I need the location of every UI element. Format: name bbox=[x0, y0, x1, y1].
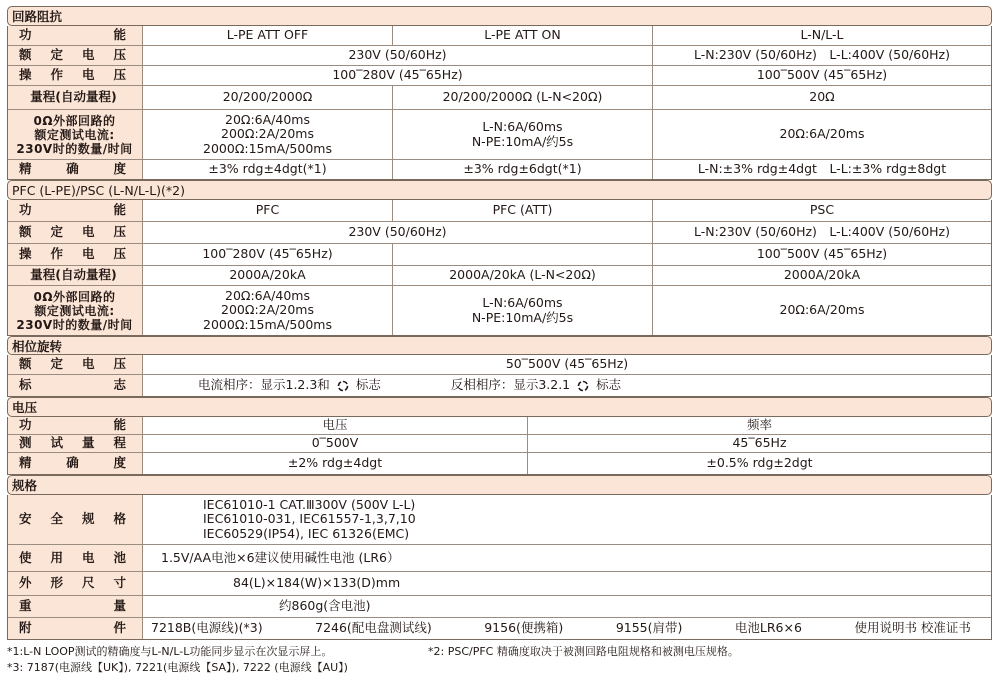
loop-test-current-att-on: L-N:6A/60ms N-PE:10mA/约5s bbox=[392, 110, 652, 160]
loop-accuracy-att-off: ±3% rdg±4dgt(*1) bbox=[142, 160, 392, 180]
loop-rated-voltage-ln: L-N:230V (50/60Hz) L-L:400V (50/60Hz) bbox=[652, 46, 992, 66]
accessory-item: 9156(便携箱) bbox=[484, 620, 564, 636]
label-accuracy: 精确度 bbox=[7, 453, 142, 475]
table-border-loop bbox=[7, 26, 992, 180]
spec-weight: 约860g(含电池) bbox=[142, 596, 992, 618]
section-voltage: 电压 bbox=[7, 397, 992, 417]
loop-function-ln-ll: L-N/L-L bbox=[652, 26, 992, 46]
label-dimensions: 外形尺寸 bbox=[7, 572, 142, 596]
table-border-voltage bbox=[7, 417, 992, 475]
label-rated-voltage: 额定电压 bbox=[7, 222, 142, 244]
table-border-pfc bbox=[7, 200, 992, 336]
spec-dimensions: 84(L)×184(W)×133(D)mm bbox=[142, 572, 992, 596]
pfc-rated-voltage-psc: L-N:230V (50/60Hz) L-L:400V (50/60Hz) bbox=[652, 222, 992, 244]
voltage-accuracy-frequency: ±0.5% rdg±2dgt bbox=[527, 453, 992, 475]
table-border-phase bbox=[7, 355, 992, 397]
voltage-test-range-frequency: 45‾65Hz bbox=[527, 435, 992, 453]
loop-accuracy-ln-ll: L-N:±3% rdg±4dgt L-L:±3% rdg±8dgt bbox=[652, 160, 992, 180]
section-loop-impedance: 回路阻抗 bbox=[7, 6, 992, 26]
label-rated-voltage: 额定电压 bbox=[7, 46, 142, 66]
footnote-3: *3: 7187(电源线【UK】), 7221(电源线【SA】), 7222 (电源线【AU】) bbox=[7, 661, 348, 674]
pfc-test-current-pfc-att: L-N:6A/60ms N-PE:10mA/约5s bbox=[392, 286, 652, 336]
pfc-function-psc: PSC bbox=[652, 200, 992, 222]
pfc-test-current-psc: 20Ω:6A/20ms bbox=[652, 286, 992, 336]
accessory-item: 7218B(电源线)(*3) bbox=[151, 620, 263, 636]
label-range: 量程(自动量程) bbox=[7, 86, 142, 110]
phase-reverse-suffix: 标志 bbox=[596, 377, 622, 393]
section-pfc-psc: PFC (L-PE)/PSC (L-N/L-L)(*2) bbox=[7, 180, 992, 200]
accessory-item: 电池LR6×6 bbox=[734, 620, 802, 636]
section-phase-rotation: 相位旋转 bbox=[7, 336, 992, 355]
footnote-1: *1:L-N LOOP测试的精确度与L-N/L-L功能同步显示在次显示屏上。 bbox=[7, 645, 333, 658]
loop-function-att-on: L-PE ATT ON bbox=[392, 26, 652, 46]
phase-forward-suffix: 标志 bbox=[355, 377, 381, 393]
label-battery: 使用电池 bbox=[7, 545, 142, 572]
loop-test-current-ln-ll: 20Ω:6A/20ms bbox=[652, 110, 992, 160]
table-border-spec bbox=[7, 495, 992, 640]
label-test-current: 0Ω外部回路的 额定测试电流: 230V时的数量/时间 bbox=[7, 286, 142, 336]
voltage-function-voltage: 电压 bbox=[142, 417, 527, 435]
loop-test-current-att-off: 20Ω:6A/40ms 200Ω:2A/20ms 2000Ω:15mA/500ms bbox=[142, 110, 392, 160]
footnote-2: *2: PSC/PFC 精确度取决于被测回路电阻规格和被测电压规格。 bbox=[428, 645, 739, 658]
section-specifications: 规格 bbox=[7, 475, 992, 495]
voltage-function-frequency: 频率 bbox=[527, 417, 992, 435]
label-accuracy: 精确度 bbox=[7, 160, 142, 180]
accessory-item: 7246(配电盘测试线) bbox=[315, 620, 432, 636]
pfc-range-pfc: 2000A/20kA bbox=[142, 266, 392, 286]
loop-range-ln-ll: 20Ω bbox=[652, 86, 992, 110]
pfc-range-pfc-att: 2000A/20kA (L-N<20Ω) bbox=[392, 266, 652, 286]
phase-reverse-text: 反相相序：显示3.2.1 bbox=[450, 377, 571, 393]
label-range: 量程(自动量程) bbox=[7, 266, 142, 286]
voltage-accuracy-voltage: ±2% rdg±4dgt bbox=[142, 453, 527, 475]
accessory-item: 9155(肩带) bbox=[615, 620, 683, 636]
pfc-rated-voltage-pfc: 230V (50/60Hz) bbox=[142, 222, 652, 244]
voltage-test-range-voltage: 0‾500V bbox=[142, 435, 527, 453]
phase-rated-voltage: 50‾500V (45‾65Hz) bbox=[142, 355, 992, 375]
label-function: 功 能 bbox=[7, 200, 142, 222]
loop-rated-voltage-lpe: 230V (50/60Hz) bbox=[142, 46, 652, 66]
pfc-function-pfc-att: PFC (ATT) bbox=[392, 200, 652, 222]
loop-operating-voltage-ln: 100‾500V (45‾65Hz) bbox=[652, 66, 992, 86]
label-operating-voltage: 操作电压 bbox=[7, 66, 142, 86]
pfc-operating-voltage-psc: 100‾500V (45‾65Hz) bbox=[652, 244, 992, 266]
label-test-current: 0Ω外部回路的 额定测试电流: 230V时的数量/时间 bbox=[7, 110, 142, 160]
spec-safety: IEC61010-1 CAT.Ⅲ300V (500V L-L) IEC61010-031, IEC61557-1,3,7,10 IEC60529(IP54), IEC 61326(EMC) bbox=[142, 495, 992, 545]
label-operating-voltage: 操作电压 bbox=[7, 244, 142, 266]
pfc-function-pfc: PFC bbox=[142, 200, 392, 222]
label-function: 功 能 bbox=[7, 26, 142, 46]
label-rated-voltage: 额定电压 bbox=[7, 355, 142, 375]
loop-function-att-off: L-PE ATT OFF bbox=[142, 26, 392, 46]
label-accessories: 附 件 bbox=[7, 618, 142, 640]
pfc-test-current-pfc: 20Ω:6A/40ms 200Ω:2A/20ms 2000Ω:15mA/500ms bbox=[142, 286, 392, 336]
spec-battery: 1.5V/AA电池×6建议使用碱性电池 (LR6） bbox=[142, 545, 992, 572]
pfc-range-psc: 2000A/20kA bbox=[652, 266, 992, 286]
label-weight: 重 量 bbox=[7, 596, 142, 618]
accessory-item: 使用说明书 校准证书 bbox=[854, 620, 971, 636]
loop-operating-voltage-lpe: 100‾280V (45‾65Hz) bbox=[142, 66, 652, 86]
phase-forward-text: 电流相序：显示1.2.3和 bbox=[198, 377, 330, 393]
label-function: 功 能 bbox=[7, 417, 142, 435]
loop-range-att-off: 20/200/2000Ω bbox=[142, 86, 392, 110]
loop-range-att-on: 20/200/2000Ω (L-N<20Ω) bbox=[392, 86, 652, 110]
label-indicator: 标 志 bbox=[7, 375, 142, 397]
label-test-range: 测试量程 bbox=[7, 435, 142, 453]
loop-accuracy-att-on: ±3% rdg±6dgt(*1) bbox=[392, 160, 652, 180]
label-safety: 安全规格 bbox=[7, 495, 142, 545]
pfc-operating-voltage-pfc: 100‾280V (45‾65Hz) bbox=[142, 244, 392, 266]
